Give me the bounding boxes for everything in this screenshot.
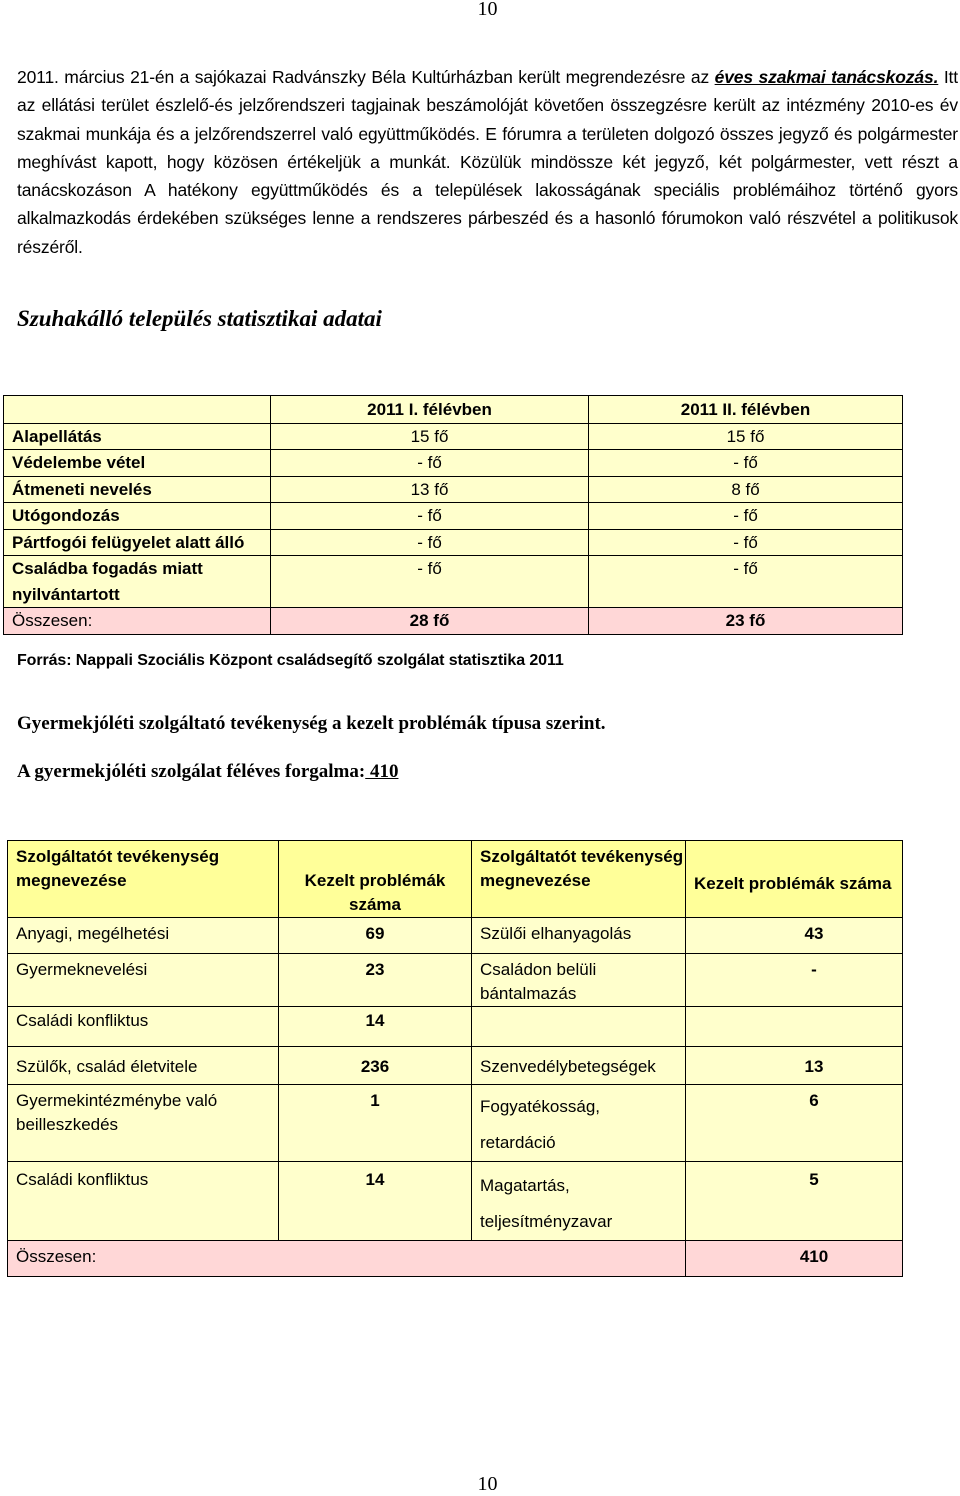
stat-header-cell: 2011 II. félévben [589,396,903,424]
problem-row-label: Családi konfliktus [8,1007,279,1047]
problem-table-header [8,841,903,918]
turnover-value: 410 [365,761,399,782]
problem-total-value: 410 [686,1241,903,1277]
stat-row-value: - fő [589,529,903,556]
stat-row-label: Átmeneti nevelés [4,476,271,503]
problem-header-cell: Kezelt problémák száma [686,841,903,918]
table-row [4,423,903,450]
stat-row-label: Védelembe vétel [4,450,271,477]
problem-types-heading: Gyermekjóléti szolgáltató tevékenység a kezelt problémák típusa szerint. [17,713,606,734]
problem-row-count [686,1007,903,1047]
stat-row-value: - fő [271,450,589,477]
table-row [4,529,903,556]
problem-row-label: Családon belüli bántalmazás [472,954,686,1007]
problem-row-count: - [686,954,903,1007]
problem-row-label: Gyermeknevelési [8,954,279,1007]
problem-header-cell: Szolgáltatót tevékenység megnevezése [8,841,279,918]
table-row [8,1162,903,1241]
problem-row-label: Szenvedélybetegségek [472,1047,686,1085]
problem-header-cell: Kezelt problémák száma [279,841,472,918]
section-title: Szuhakálló település statisztikai adatai [17,306,382,331]
stat-row-label: Pártfogói felügyelet alatt álló [4,529,271,556]
problem-row-label: Gyermekintézménybe való beilleszkedés [8,1085,279,1162]
stat-header-cell [4,396,271,424]
stat-total-value: 23 fő [589,608,903,635]
stat-table-header [4,396,903,424]
problem-total-label: Összesen: [8,1241,686,1277]
stat-total-label: Összesen: [4,608,271,635]
table-row [8,1007,903,1047]
table-row [8,954,903,1007]
source-note: Forrás: Nappali Szociális Központ családsegítő szolgálat statisztika 2011 [17,652,564,669]
stat-row-label: Alapellátás [4,423,271,450]
problem-row-count: 14 [279,1007,472,1047]
turnover-label: A gyermekjóléti szolgálat féléves forgalma: [17,761,366,782]
intro-emphasis: éves szakmai tanácskozás. [714,67,939,87]
problem-row-count: 69 [279,918,472,954]
problem-row-count: 6 [686,1085,903,1162]
table-row [8,1047,903,1085]
intro-text-2: Itt az ellátási terület észlelő-és jelzőrendszeri tagjainak beszámolóját követően összegzésre került az intézmény 2010-es év szakmai munkája és a jelzőrendszerrel való együttműködés. E fórumra a területen dolgozó összes jegyző és polgármester meghívást kapott, hogy közösen értékeljük a munkát. Közülük mindössze két jegyző, két polgármester, vett részt a tanácskozáson A hatékony együttműködés és a települések lakosságának speciális problémáihoz történő gyors alkalmazkodás érdekében szükséges lenne a rendszeres párbeszéd és a hasonló fórumokon való részvétel a politikusok részéről. [17,67,958,257]
problem-row-label [472,1007,686,1047]
stat-row-label: Családba fogadás miatt nyilvántartott [4,556,271,608]
stat-table [3,395,903,635]
stat-row-value: 13 fő [271,476,589,503]
table-row [4,556,903,608]
table-row [8,918,903,954]
table-row [4,476,903,503]
problem-row-label: Magatartás, teljesítményzavar [472,1162,686,1241]
problem-row-label: Anyagi, megélhetési [8,918,279,954]
table-row [4,450,903,477]
intro-text-1: 2011. március 21-én a sajókazai Radvánszky Béla Kultúrházban került megrendezésre az [17,67,715,87]
stat-total-value: 28 fő [271,608,589,635]
turnover-heading [17,761,398,783]
intro-paragraph [17,63,958,261]
stat-row-value: - fő [589,450,903,477]
problem-row-count: 14 [279,1162,472,1241]
stat-row-value: 15 fő [589,423,903,450]
stat-row-value: - fő [271,503,589,530]
problem-row-label: Családi konfliktus [8,1162,279,1241]
problem-table-total [8,1241,903,1277]
problem-row-count: 236 [279,1047,472,1085]
stat-row-value: - fő [589,556,903,608]
stat-row-value: - fő [589,503,903,530]
stat-row-value: - fő [271,529,589,556]
problem-row-label: Fogyatékosság, retardáció [472,1085,686,1162]
page-number-top: 10 [477,0,498,20]
problem-table [7,840,903,1277]
problem-row-count: 5 [686,1162,903,1241]
problem-row-count: 1 [279,1085,472,1162]
stat-row-value: - fő [271,556,589,608]
table-row [4,503,903,530]
problem-row-label: Szülői elhanyagolás [472,918,686,954]
table-row [8,1085,903,1162]
problem-row-count: 43 [686,918,903,954]
problem-row-count: 13 [686,1047,903,1085]
stat-row-value: 15 fő [271,423,589,450]
stat-table-total [4,608,903,635]
problem-header-cell: Szolgáltatót tevékenység megnevezése [472,841,686,918]
page-number-bottom: 10 [477,1473,498,1495]
stat-header-cell: 2011 I. félévben [271,396,589,424]
stat-row-label: Utógondozás [4,503,271,530]
stat-row-value: 8 fő [589,476,903,503]
problem-row-count: 23 [279,954,472,1007]
problem-row-label: Szülők, család életvitele [8,1047,279,1085]
